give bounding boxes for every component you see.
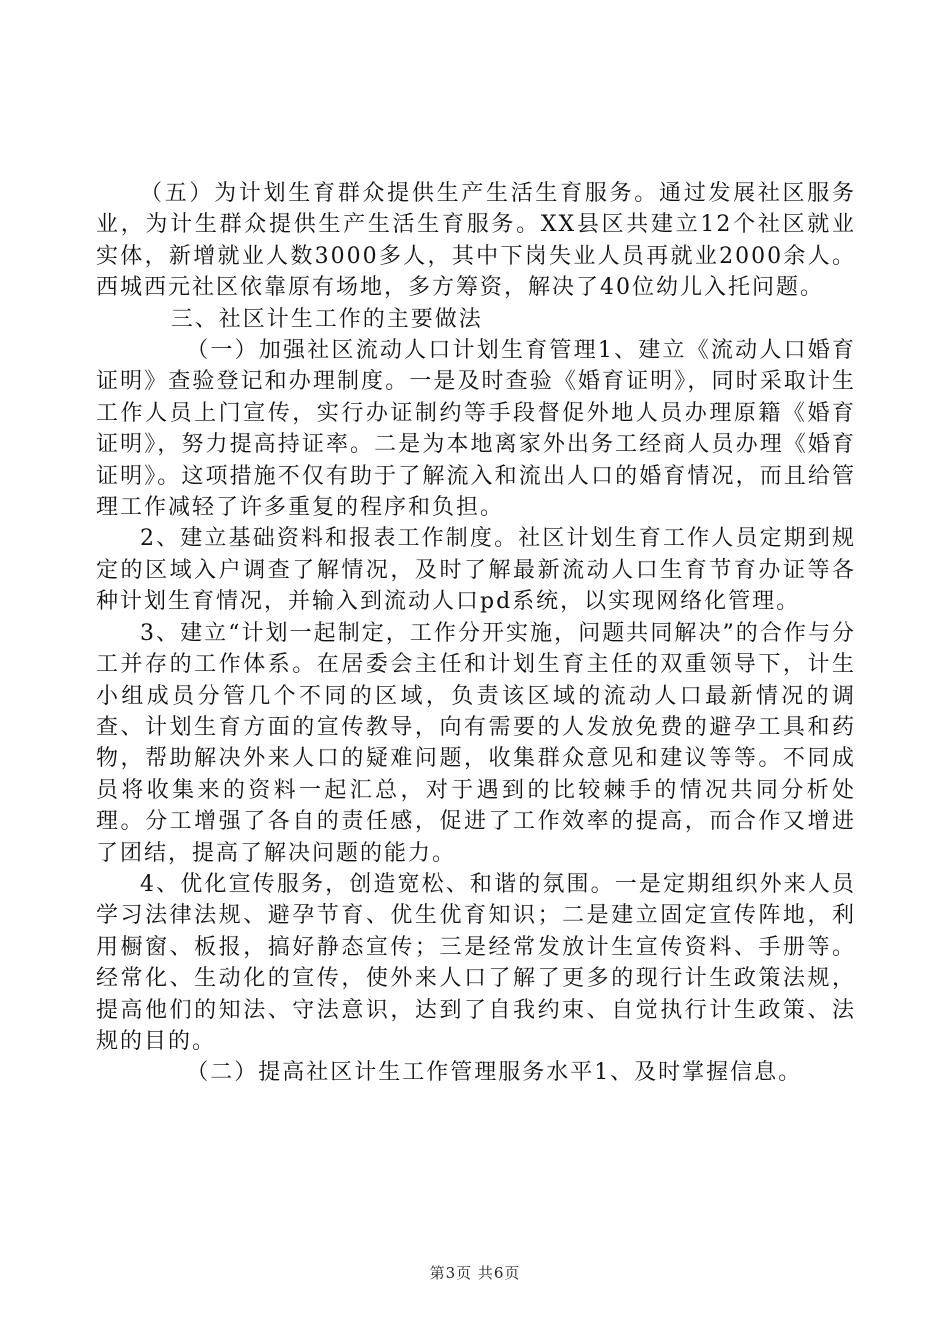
paragraph-floating-population: （一）加强社区流动人口计划生育管理1、建立《流动人口婚育证明》查验登记和办理制度。一是及时查验《婚育证明》，同时采取计生工作人员上门宣传，实行办证制约等手段督促外地人员办理原籍《婚育证明》，努力提高持证率。二是为本地离家外出务工经商人员办理《婚育证明》。这项措施不仅有助于了解流入和流出人口的婚育情况，而且给管理工作减轻了许多重复的程序和负担。	[96, 338, 856, 521]
page-number: 第3页 共6页	[429, 1264, 521, 1282]
paragraph-basic-data: 2、建立基础资料和报表工作制度。社区计划生育工作人员定期到规定的区域入户调查了解情况，及时了解最新流动人口生育节育办证等各种计划生育情况，并输入到流动人口pd系统，以实现网络化管理。	[96, 526, 856, 615]
paragraph-work-system: 3、建立“计划一起制定，工作分开实施，问题共同解决”的合作与分工并存的工作体系。在居委会主任和计划生育主任的双重领导下，计生小组成员分管几个不同的区域，负责该区域的流动人口最新情况的调查、计划生育方面的宣传教导，向有需要的人发放免费的避孕工具和药物，帮助解决外来人口的疑难问题，收集群众意见和建议等等。不同成员将收集来的资料一起汇总，对于遇到的比较棘手的情况共同分析处理。分工增强了各自的责任感，促进了工作效率的提高，而合作又增进了团结，提高了解决问题的能力。	[96, 620, 856, 866]
paragraph-management-level: （二）提高社区计生工作管理服务水平1、及时掌握信息。	[186, 1060, 803, 1086]
paragraph-service: （五）为计划生育群众提供生产生活生育服务。通过发展社区服务业，为计生群众提供生产生活生育服务。XX县区共建立12个社区就业实体，新增就业人数3000多人，其中下岗失业人员再就业2000余人。西城西元社区依靠原有场地，多方筹资，解决了40位幼儿入托问题。	[96, 181, 856, 301]
section-heading: 三、社区计生工作的主要做法	[170, 306, 483, 332]
document-body	[96, 178, 856, 1089]
paragraph-publicity: 4、优化宣传服务，创造宽松、和谐的氛围。一是定期组织外来人员学习法律法规、避孕节育、优生优育知识；二是建立固定宣传阵地，利用橱窗、板报，搞好静态宣传；三是经常发放计生宣传资料、手册等。经常化、生动化的宣传，使外来人口了解了更多的现行计生政策法规，提高他们的知法、守法意识，达到了自我约束、自觉执行计生政策、法规的目的。	[96, 871, 856, 1054]
